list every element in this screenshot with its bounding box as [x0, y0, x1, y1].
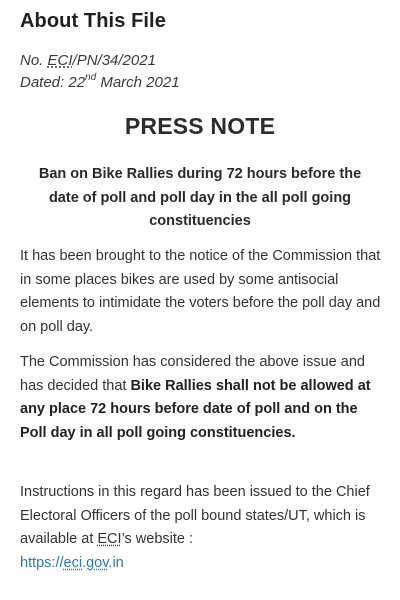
link-prefix: https://	[20, 554, 64, 571]
date-prefix: Dated: 22	[20, 74, 86, 91]
number-suffix: /PN/34/2021	[72, 52, 156, 69]
link-eci: eci	[63, 554, 83, 571]
press-note-number	[20, 52, 156, 69]
paragraph-instructions	[20, 481, 382, 575]
decision-text: The Commission has considered the above issue and has decided that	[20, 354, 365, 394]
date-suffix: March 2021	[96, 74, 180, 91]
eci-website-link[interactable]	[20, 555, 124, 571]
link-suffix: .in	[108, 554, 124, 571]
eci-abbreviation-inline: ECI	[97, 531, 122, 547]
press-note-subject: Ban on Bike Rallies during 72 hours before the date of poll and poll day in the all poll going constituencies	[38, 166, 362, 229]
press-note-heading: PRESS NOTE	[124, 113, 276, 139]
eci-abbreviation: ECI	[47, 52, 73, 69]
number-prefix: No.	[20, 52, 48, 69]
instructions-text-after: ’s website :	[121, 531, 194, 547]
paragraph-decision	[20, 351, 382, 445]
paragraph-notice: It has been brought to the notice of the Commission that in some places bikes are used by some antisocial elements to intimidate the voters before the poll day and on poll day.	[20, 248, 381, 335]
link-gov: gov	[86, 554, 109, 571]
decision-bold-text: Bike Rallies shall not be allowed at any place 72 hours before date of poll and on the Poll day in all poll going constituencies.	[20, 377, 371, 441]
date-ordinal: nd	[85, 72, 97, 83]
instructions-text: Instructions in this regard has been issued to the Chief Electoral Officers of the poll bound states/UT, which is available at	[20, 484, 370, 547]
press-note-date	[20, 74, 180, 91]
page-title: About This File	[20, 10, 166, 32]
link-dot: .	[82, 554, 87, 571]
